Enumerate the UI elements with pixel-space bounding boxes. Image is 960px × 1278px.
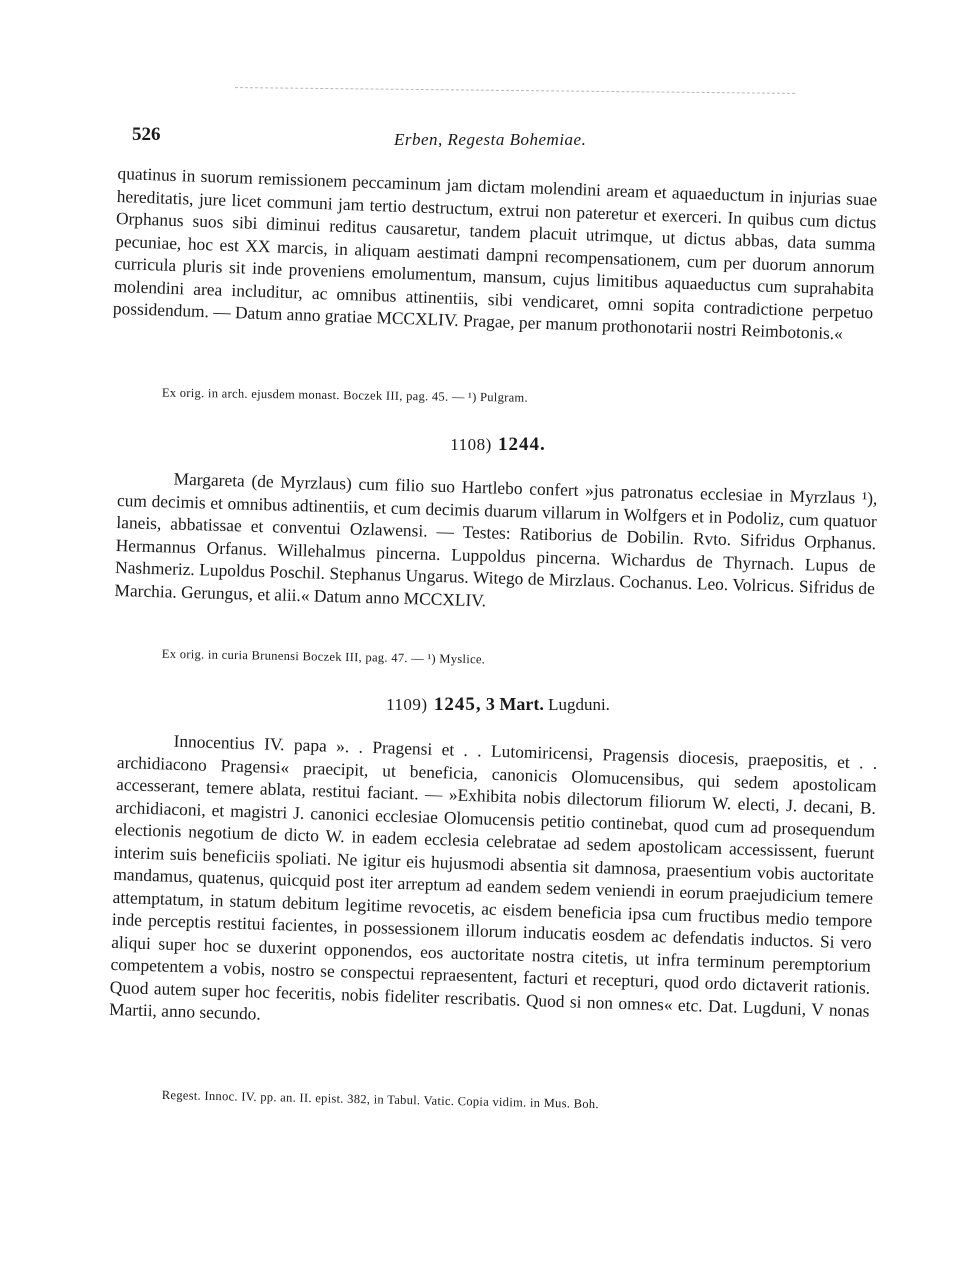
running-title: Erben, Regesta Bohemiae.	[394, 130, 587, 149]
continuation-paragraph: quatinus in suorum remissionem peccaminum jam dictam molendini aream et aquaeductum in injurias suae hereditatis, jure licet communi jam tertio destructum, extrui non pateretur et exerceri. In quibus cum dictus Orphanus suos sibi diminui reditus causaretur, tandem placuit utrimque, ut dictus abbas, data summa pecuniae, hoc est XX marcis, in aliquam aestimati dampni recompensationem, cum per duorum annorum curricula pluris sit inde proveniens emolumentum, mansum, cujus limitibus aquaeductus cum suprahabita molendini area includitur, ac omnibus attinentiis, sibi vendicaret, omni sopita contradictione perpetuo possidendum. — Datum anno gratiae MCCXLIV. Pragae, per manum prothonotarii nostri Reimbotonis.«	[112, 162, 878, 344]
entry-1109-heading	[118, 694, 878, 716]
entry-1108	[114, 466, 877, 622]
entry-1109-source: Regest. Innoc. IV. pp. an. II. epist. 382, in Tabul. Vatic. Copia vidim. in Mus. Boh.	[161, 1087, 599, 1112]
entry-place: Lugduni.	[548, 695, 610, 714]
entry-date: 3 Mart.	[485, 694, 544, 714]
entry-year: 1245,	[433, 694, 482, 715]
continuation-source: Ex orig. in arch. ejusdem monast. Boczek III, pag. 45. — ¹) Pulgram.	[161, 385, 529, 405]
entry-number: 1108)	[450, 435, 492, 454]
page-header	[132, 120, 892, 160]
entry-1108-source: Ex orig. in curia Brunensi Boczek III, pag. 47. — ¹) Myslice.	[161, 646, 486, 667]
entry-1108-heading	[118, 434, 878, 456]
entry-1109	[109, 728, 878, 1044]
continuation-block	[113, 162, 878, 346]
entry-number: 1109)	[386, 695, 428, 714]
entry-1108-paragraph: Margareta (de Myrzlaus) cum filio suo Hartlebo confert »jus patronatus ecclesiae in Myrzlaus ¹), cum decimis et omnibus adtinentiis, et cum decimis duarum villarum in Wolfgers et in Podoliz, cum quatuor laneis, abbatissae et conventui Ozlawensi. — Testes: Ratiborius de Dobilin. Rvto. Sifridus Orphanus. Hermannus Orfanus. Willehalmus pincerna. Luppoldus pincerna. Wichardus de Thyrnach. Lupus de Nashmeriz. Lupoldus Poschil. Stephanus Ungarus. Witego de Mirzlaus. Cochanus. Leo. Volricus. Sifridus de Marchia. Gerungus, et alii.« Datum anno MCCXLIV.	[114, 468, 878, 610]
entry-year: 1244.	[498, 434, 546, 455]
top-scan-rule	[235, 87, 795, 94]
page-number: 526	[132, 124, 161, 145]
entry-1109-paragraph: Innocentius IV. papa ». . Pragensi et . . Lutomiricensi, Pragensis diocesis, praepositis, et . . archidiacono Pragensi« praecipit, ut beneficia, canonicis Olomucensibus, qui sedem apostolicam accesserant, temere ablata, restitui faciant. — »Exhibita nobis dilectorum filiorum W. electi, J. decani, B. archidiaconi, et magistri J. canonici ecclesiae Olomucensis petitio continebat, quod cum ad prosequendum electionis negotium de dicto W. in eadem ecclesia celebratae ad sedem apostolicam accessissent, fuerunt interim suis beneficiis spoliati. Ne igitur eis hujusmodi absentia sit damnosa, praesentium vobis auctoritate mandamus, quatenus, quicquid post iter arreptum ad eandem sedem veniendi in eorum praejudicium temere attemptatum, in statum debitum legitime revocetis, ac eisdem beneficia ipsa cum fructibus medio tempore inde perceptis restitui facientes, in possessionem illorum inducatis eosdem ac defendatis inductos. Si vero aliqui super hoc se duxerint opponendos, eos auctoritate nostra citetis, ut infra terminum peremptorium competentem a vobis, nostro se conspectui repraesentent, facturi et recepturi, quod ordo dictaverit rationis. Quod autem super hoc feceritis, nobis fideliter rescribatis. Quod si non omnes« etc. Dat. Lugduni, V nonas Martii, anno secundo.	[108, 730, 878, 1024]
